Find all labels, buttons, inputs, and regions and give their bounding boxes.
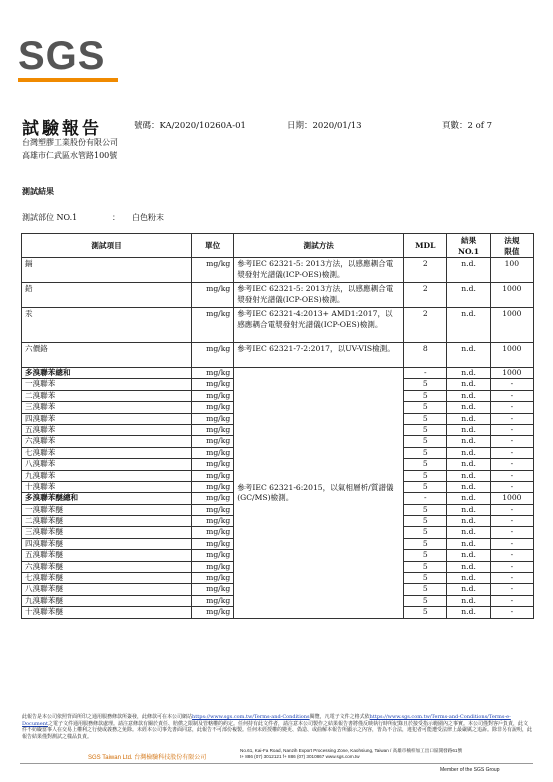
cell-unit: mg/kg — [191, 258, 233, 283]
table-row — [22, 343, 534, 368]
cell-mdl: 2 — [404, 308, 447, 343]
cell-limit: - — [490, 424, 533, 435]
cell-item: 三溴聯苯醚 — [22, 527, 192, 538]
cell-item: 十溴聯苯醚 — [22, 607, 192, 618]
cell-mdl: 5 — [404, 595, 447, 606]
disclaimer-text-1: 此報告是本公司依照背面所印之通用服務條款所簽發，此條款可在本公司網站 — [22, 714, 193, 720]
cell-result: n.d. — [447, 470, 490, 481]
cell-mdl: 5 — [404, 538, 447, 549]
cell-unit: mg/kg — [191, 436, 233, 447]
cell-unit: mg/kg — [191, 368, 233, 379]
cell-unit: mg/kg — [191, 595, 233, 606]
cell-method: 參考IEC 62321-7-2:2017，以UV-VIS檢測。 — [234, 343, 404, 368]
cell-result: n.d. — [447, 607, 490, 618]
cell-item: 四溴聯苯醚 — [22, 538, 192, 549]
cell-result: n.d. — [447, 283, 490, 308]
terms-e-document-link[interactable]: https://www.sgs.com.tw/Terms-and-Conditions/Terms-e-Document — [22, 714, 511, 727]
report-page-value: 2 of 7 — [467, 121, 492, 131]
cell-result: n.d. — [447, 368, 490, 379]
cell-method: 參考IEC 62321-6:2015，以氣相層析/質譜儀(GC/MS)檢測。 — [234, 368, 404, 619]
cell-mdl: 5 — [404, 527, 447, 538]
report-date-value: 2020/01/13 — [312, 121, 362, 131]
cell-limit: - — [490, 413, 533, 424]
cell-unit: mg/kg — [191, 481, 233, 492]
cell-mdl: 5 — [404, 470, 447, 481]
cell-limit: - — [490, 550, 533, 561]
cell-unit: mg/kg — [191, 538, 233, 549]
cell-limit: - — [490, 390, 533, 401]
cell-item: 八溴聯苯 — [22, 459, 192, 470]
table-row — [22, 308, 534, 343]
cell-limit: - — [490, 573, 533, 584]
cell-limit: - — [490, 379, 533, 390]
cell-item: 一溴聯苯 — [22, 379, 192, 390]
cell-unit: mg/kg — [191, 470, 233, 481]
cell-method: 參考IEC 62321-5: 2013方法，以感應耦合電漿發射光譜儀(ICP-OES)檢測。 — [234, 258, 404, 283]
cell-mdl: 2 — [404, 258, 447, 283]
cell-mdl: 5 — [404, 481, 447, 492]
footer-address-line1: No.61, Kai-Fa Road, Nanzih Export Processing Zone, Kaohsiung, Taiwan / 高雄市楠梓加工出口區開發路61號 — [240, 748, 463, 753]
cell-limit: - — [490, 436, 533, 447]
cell-unit: mg/kg — [191, 607, 233, 618]
cell-limit: - — [490, 584, 533, 595]
cell-result: n.d. — [447, 493, 490, 504]
report-page — [442, 119, 492, 131]
header-result — [447, 234, 490, 258]
cell-result: n.d. — [447, 538, 490, 549]
report-number-label: 號碼： — [134, 121, 160, 131]
cell-limit: - — [490, 561, 533, 572]
cell-unit: mg/kg — [191, 379, 233, 390]
cell-mdl: 5 — [404, 550, 447, 561]
logo-text: SGS — [18, 34, 106, 78]
cell-item: 一溴聯苯醚 — [22, 504, 192, 515]
cell-result: n.d. — [447, 379, 490, 390]
cell-mdl: - — [404, 368, 447, 379]
cell-mdl: 5 — [404, 413, 447, 424]
cell-item: 六溴聯苯醚 — [22, 561, 192, 572]
cell-result: n.d. — [447, 561, 490, 572]
cell-result: n.d. — [447, 595, 490, 606]
company-address: 高雄市仁武區水管路100號 — [22, 151, 118, 160]
cell-result: n.d. — [447, 308, 490, 343]
cell-limit: 1000 — [490, 368, 533, 379]
header-mdl: MDL — [404, 234, 447, 258]
cell-unit: mg/kg — [191, 504, 233, 515]
cell-mdl: 5 — [404, 459, 447, 470]
cell-unit: mg/kg — [191, 447, 233, 458]
cell-unit: mg/kg — [191, 308, 233, 343]
cell-item: 六溴聯苯 — [22, 436, 192, 447]
results-table — [21, 233, 534, 619]
cell-mdl: 5 — [404, 436, 447, 447]
cell-limit: - — [490, 402, 533, 413]
cell-limit: - — [490, 538, 533, 549]
cell-unit: mg/kg — [191, 424, 233, 435]
cell-result: n.d. — [447, 573, 490, 584]
cell-mdl: - — [404, 493, 447, 504]
cell-limit: - — [490, 447, 533, 458]
cell-result: n.d. — [447, 504, 490, 515]
cell-limit: - — [490, 595, 533, 606]
cell-item: 八溴聯苯醚 — [22, 584, 192, 595]
cell-unit: mg/kg — [191, 402, 233, 413]
cell-unit: mg/kg — [191, 343, 233, 368]
section-title: 測試結果 — [22, 186, 54, 196]
footer-company: SGS Taiwan Ltd. 台灣檢驗科技股份有限公司 — [88, 755, 207, 761]
cell-result: n.d. — [447, 402, 490, 413]
cell-mdl: 5 — [404, 424, 447, 435]
footer-disclaimer — [22, 714, 532, 740]
cell-result: n.d. — [447, 390, 490, 401]
cell-limit: - — [490, 607, 533, 618]
cell-result: n.d. — [447, 413, 490, 424]
table-row — [22, 283, 534, 308]
cell-item: 三溴聯苯 — [22, 402, 192, 413]
table-row — [22, 258, 534, 283]
cell-mdl: 5 — [404, 584, 447, 595]
cell-method: 參考IEC 62321-4:2013+ AMD1:2017，以感應耦合電漿發射光譜儀(ICP-OES)檢測。 — [234, 308, 404, 343]
cell-result: n.d. — [447, 343, 490, 368]
cell-limit: - — [490, 481, 533, 492]
cell-item: 四溴聯苯 — [22, 413, 192, 424]
cell-mdl: 5 — [404, 390, 447, 401]
footer-divider — [20, 763, 533, 764]
cell-limit: 1000 — [490, 493, 533, 504]
cell-unit: mg/kg — [191, 584, 233, 595]
header-limit — [490, 234, 533, 258]
cell-mdl: 5 — [404, 573, 447, 584]
cell-unit: mg/kg — [191, 390, 233, 401]
company-name: 台灣塑膠工業股份有限公司 — [22, 138, 118, 147]
cell-unit: mg/kg — [191, 283, 233, 308]
terms-link[interactable]: https://www.sgs.com.tw/Terms-and-Conditions — [192, 714, 310, 720]
cell-item: 多溴聯苯醚總和 — [22, 493, 192, 504]
cell-mdl: 5 — [404, 402, 447, 413]
cell-method: 參考IEC 62321-5: 2013方法，以感應耦合電漿發射光譜儀(ICP-OES)檢測。 — [234, 283, 404, 308]
cell-unit: mg/kg — [191, 459, 233, 470]
cell-limit: 1000 — [490, 308, 533, 343]
cell-unit: mg/kg — [191, 561, 233, 572]
header-limit-text: 法規 限值 — [504, 235, 520, 256]
cell-item: 二溴聯苯醚 — [22, 516, 192, 527]
cell-result: n.d. — [447, 516, 490, 527]
cell-unit: mg/kg — [191, 527, 233, 538]
sgs-logo — [18, 34, 118, 84]
cell-result: n.d. — [447, 258, 490, 283]
report-number-value: KA/2020/10260A-01 — [159, 121, 246, 131]
report-page-label: 頁數： — [442, 121, 468, 131]
cell-item: 鉛 — [22, 283, 192, 308]
part-description: 白色粉末 — [132, 213, 164, 222]
cell-unit: mg/kg — [191, 550, 233, 561]
report-number — [134, 119, 246, 131]
cell-item: 六價鉻 — [22, 343, 192, 368]
header-unit: 單位 — [191, 234, 233, 258]
cell-mdl: 5 — [404, 561, 447, 572]
cell-unit: mg/kg — [191, 573, 233, 584]
disclaimer-text-2: 閱覽，凡電子文件之格式依 — [309, 714, 370, 720]
cell-mdl: 5 — [404, 516, 447, 527]
footer-address-line2: t+ 886 (07) 3012121 f+ 886 (07) 3010867 www.sgs.com.tw — [240, 754, 360, 759]
cell-item: 多溴聯苯總和 — [22, 368, 192, 379]
cell-item: 汞 — [22, 308, 192, 343]
cell-limit: 1000 — [490, 343, 533, 368]
cell-result: n.d. — [447, 436, 490, 447]
header-result-text: 結果 NO.1 — [458, 235, 480, 256]
cell-limit: - — [490, 516, 533, 527]
cell-mdl: 5 — [404, 504, 447, 515]
cell-result: n.d. — [447, 447, 490, 458]
cell-item: 鎘 — [22, 258, 192, 283]
cell-item: 九溴聯苯醚 — [22, 595, 192, 606]
cell-item: 七溴聯苯醚 — [22, 573, 192, 584]
cell-limit: - — [490, 527, 533, 538]
cell-item: 五溴聯苯醚 — [22, 550, 192, 561]
cell-unit: mg/kg — [191, 493, 233, 504]
cell-result: n.d. — [447, 424, 490, 435]
cell-result: n.d. — [447, 550, 490, 561]
cell-limit: 1000 — [490, 283, 533, 308]
report-date — [287, 119, 362, 131]
table-header-row — [22, 234, 534, 258]
disclaimer-text-3: 之電子文件通用服務條款處理。請注意條款有關於責任、賠償之限制及管轄權的約定。任何持有此文件者，請注意本公司製作之結果報告書將僅反映執行時所紀錄且於接受指示範圍內之事實。本公司僅對客戶負責，此文件不妨礙當事人在交易上權利之行使或義務之免除。未經本公司事先書面同意，此報告不可部份複製。任何未經授權的變更、偽造、或曲解本報告所顯示之內容，皆為不合法，違犯者可能遭受法律上最嚴厲之追訴。除非另有說明，此報告結果僅對測試之樣品負責。 — [22, 720, 533, 740]
cell-unit: mg/kg — [191, 413, 233, 424]
logo-underline — [18, 78, 118, 82]
cell-item: 十溴聯苯 — [22, 481, 192, 492]
footer-address — [240, 748, 462, 760]
header-item: 測試項目 — [22, 234, 192, 258]
cell-item: 二溴聯苯 — [22, 390, 192, 401]
part-separator: ： — [112, 213, 120, 222]
report-title: 試驗報告 — [22, 119, 102, 139]
cell-mdl: 2 — [404, 283, 447, 308]
cell-item: 七溴聯苯 — [22, 447, 192, 458]
cell-item: 九溴聯苯 — [22, 470, 192, 481]
cell-result: n.d. — [447, 527, 490, 538]
part-label: 測試部位 NO.1 — [22, 213, 78, 222]
cell-limit: - — [490, 470, 533, 481]
table-row — [22, 368, 534, 379]
cell-result: n.d. — [447, 481, 490, 492]
member-of-sgs: Member of the SGS Group — [440, 767, 500, 773]
cell-result: n.d. — [447, 459, 490, 470]
cell-mdl: 5 — [404, 607, 447, 618]
cell-result: n.d. — [447, 584, 490, 595]
cell-limit: 100 — [490, 258, 533, 283]
cell-limit: - — [490, 504, 533, 515]
cell-item: 五溴聯苯 — [22, 424, 192, 435]
cell-mdl: 5 — [404, 447, 447, 458]
cell-limit: - — [490, 459, 533, 470]
report-date-label: 日期： — [287, 121, 313, 131]
header-method: 測試方法 — [234, 234, 404, 258]
cell-mdl: 5 — [404, 379, 447, 390]
cell-unit: mg/kg — [191, 516, 233, 527]
cell-mdl: 8 — [404, 343, 447, 368]
